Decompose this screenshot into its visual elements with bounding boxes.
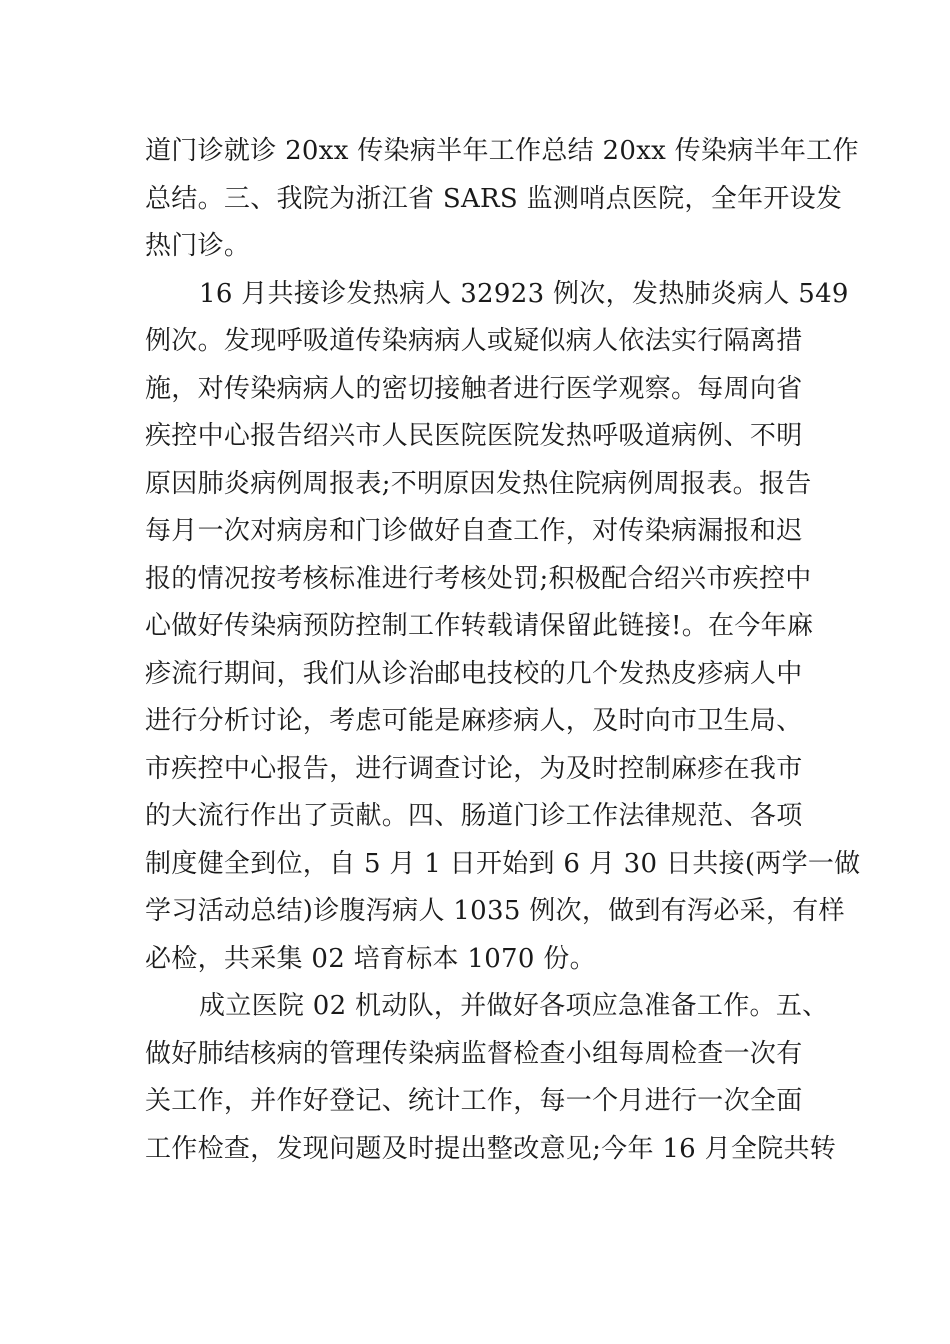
text-line: 进行分析讨论，考虑可能是麻疹病人，及时向市卫生局、	[145, 706, 803, 736]
text-line: 道门诊就诊 20xx 传染病半年工作总结 20xx 传染病半年工作	[145, 136, 859, 166]
text-line: 成立医院 02 机动队，并做好各项应急准备工作。五、	[199, 991, 829, 1021]
text-line: 16 月共接诊发热病人 32923 例次，发热肺炎病人 549	[199, 278, 849, 309]
text-line: 原因肺炎病例周报表;不明原因发热住院病例周报表。报告	[145, 468, 812, 499]
document-body	[145, 128, 861, 1173]
text-line: 市疾控中心报告，进行调查讨论，为及时控制麻疹在我市	[145, 753, 803, 784]
text-line: 每月一次对病房和门诊做好自查工作，对传染病漏报和迟	[145, 516, 803, 546]
paragraph-3	[145, 983, 837, 1173]
text-line: 疹流行期间，我们从诊治邮电技校的几个发热皮疹病人中	[145, 658, 803, 689]
text-line: 制度健全到位，自 5 月 1 日开始到 6 月 30 日共接(两学一做	[145, 848, 861, 879]
text-line: 工作检查，发现问题及时提出整改意见;今年 16 月全院共转	[145, 1133, 837, 1164]
text-line: 的大流行作出了贡献。四、肠道门诊工作法律规范、各项	[145, 801, 803, 831]
text-line: 做好肺结核病的管理传染病监督检查小组每周检查一次有	[145, 1038, 803, 1069]
text-line: 施，对传染病病人的密切接触者进行医学观察。每周向省	[145, 373, 803, 404]
paragraph-2	[145, 271, 861, 984]
text-line: 热门诊。	[145, 231, 251, 261]
text-line: 报的情况按考核标准进行考核处罚;积极配合绍兴市疾控中	[145, 563, 812, 594]
text-line: 疾控中心报告绍兴市人民医院医院发热呼吸道病例、不明	[145, 421, 803, 451]
text-line: 例次。发现呼吸道传染病病人或疑似病人依法实行隔离措	[145, 326, 803, 356]
paragraph-1	[145, 128, 859, 271]
text-line: 心做好传染病预防控制工作转载请保留此链接!。在今年麻	[145, 611, 814, 641]
text-line: 关工作，并作好登记、统计工作，每一个月进行一次全面	[145, 1086, 803, 1116]
text-line: 总结。三、我院为浙江省 SARS 监测哨点医院，全年开设发	[145, 183, 843, 214]
text-line: 学习活动总结)诊腹泻病人 1035 例次，做到有泻必采，有样	[145, 896, 845, 926]
text-line: 必检，共采集 02 培育标本 1070 份。	[145, 943, 596, 974]
